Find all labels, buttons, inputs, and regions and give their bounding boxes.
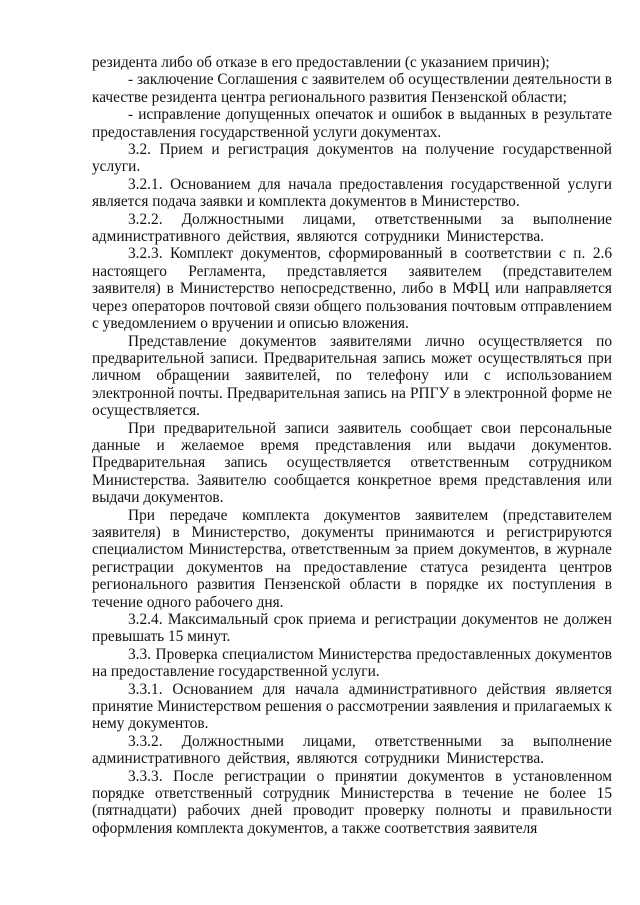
paragraph-personal-submission: Представление документов заявителями лично осуществляется по предварительной записи. Предварительная запись может осуществляться при личном обращении заявителей, по телефону или с использованием электронной почты. Предварительная запись на РПГУ в электронной форме не осуществляется.: [92, 332, 612, 420]
paragraph-continuation: резидента либо об отказе в его предоставлении (с указанием причин);: [92, 54, 550, 71]
paragraph-section-3-3-1: 3.3.1. Основанием для начала административного действия является принятие Министерством решения о рассмотрении заявления и прилагаемых к нему документов.: [92, 680, 612, 733]
paragraph-section-3-3: 3.3. Проверка специалистом Министерства предоставленных документов на предоставление государственной услуги.: [92, 645, 612, 681]
paragraph-corrections-item: - исправление допущенных опечаток и ошибок в выданных в результате предоставления государственной услуги документах.: [92, 106, 612, 141]
paragraph-section-3-2: 3.2. Прием и регистрация документов на получение государственной услуги.: [92, 141, 612, 176]
paragraph-agreement-item: - заключение Соглашения с заявителем об осуществлении деятельности в качестве резидента центра регионального развития Пензенской области;: [92, 71, 612, 106]
paragraph-section-3-2-3: 3.2.3. Комплект документов, сформированный в соответствии с п. 2.6 настоящего Регламента, представляется заявителем (представителем заявителя) в Министерство непосредственно, либо в МФЦ или направляется через операторов почтовой связи общего пользования почтовым отправлением с уведомлением о вручении и описью вложения.: [92, 245, 612, 333]
document-page: [92, 54, 612, 837]
paragraph-section-3-3-3: 3.3.3. После регистрации о принятии документов в установленном порядке ответственный сотрудник Министерства в течение не более 15 (пятнадцати) рабочих дней проводит проверку полноты и правильности оформления комплекта документов, а также соответствия заявителя: [92, 767, 612, 837]
paragraph-section-3-2-4: 3.2.4. Максимальный срок приема и регистрации документов не должен превышать 15 минут.: [92, 611, 612, 646]
paragraph-document-transfer: При передаче комплекта документов заявителем (представителем заявителя) в Министерство, документы принимаются и регистрируются специалистом Министерства, ответственным за прием документов, в журнале регистрации документов на предоставление статуса резидента центров регионального развития Пензенской области в порядке их поступления в течение одного рабочего дня.: [92, 506, 612, 611]
paragraph-pre-registration: При предварительной записи заявитель сообщает свои персональные данные и желаемое время представления или выдачи документов. Предварительная запись осуществляется ответственным сотрудником Министерства. Заявителю сообщается конкретное время представления или выдачи документов.: [92, 419, 612, 507]
paragraph-section-3-3-2: 3.3.2. Должностными лицами, ответственными за выполнение административного действия, являются сотрудники Министерства.: [92, 732, 612, 768]
paragraph-section-3-2-1: 3.2.1. Основанием для начала предоставления государственной услуги является подача заявки и комплекта документов в Министерство.: [92, 175, 612, 211]
paragraph-section-3-2-2: 3.2.2. Должностными лицами, ответственными за выполнение административного действия, являются сотрудники Министерства.: [92, 210, 612, 246]
